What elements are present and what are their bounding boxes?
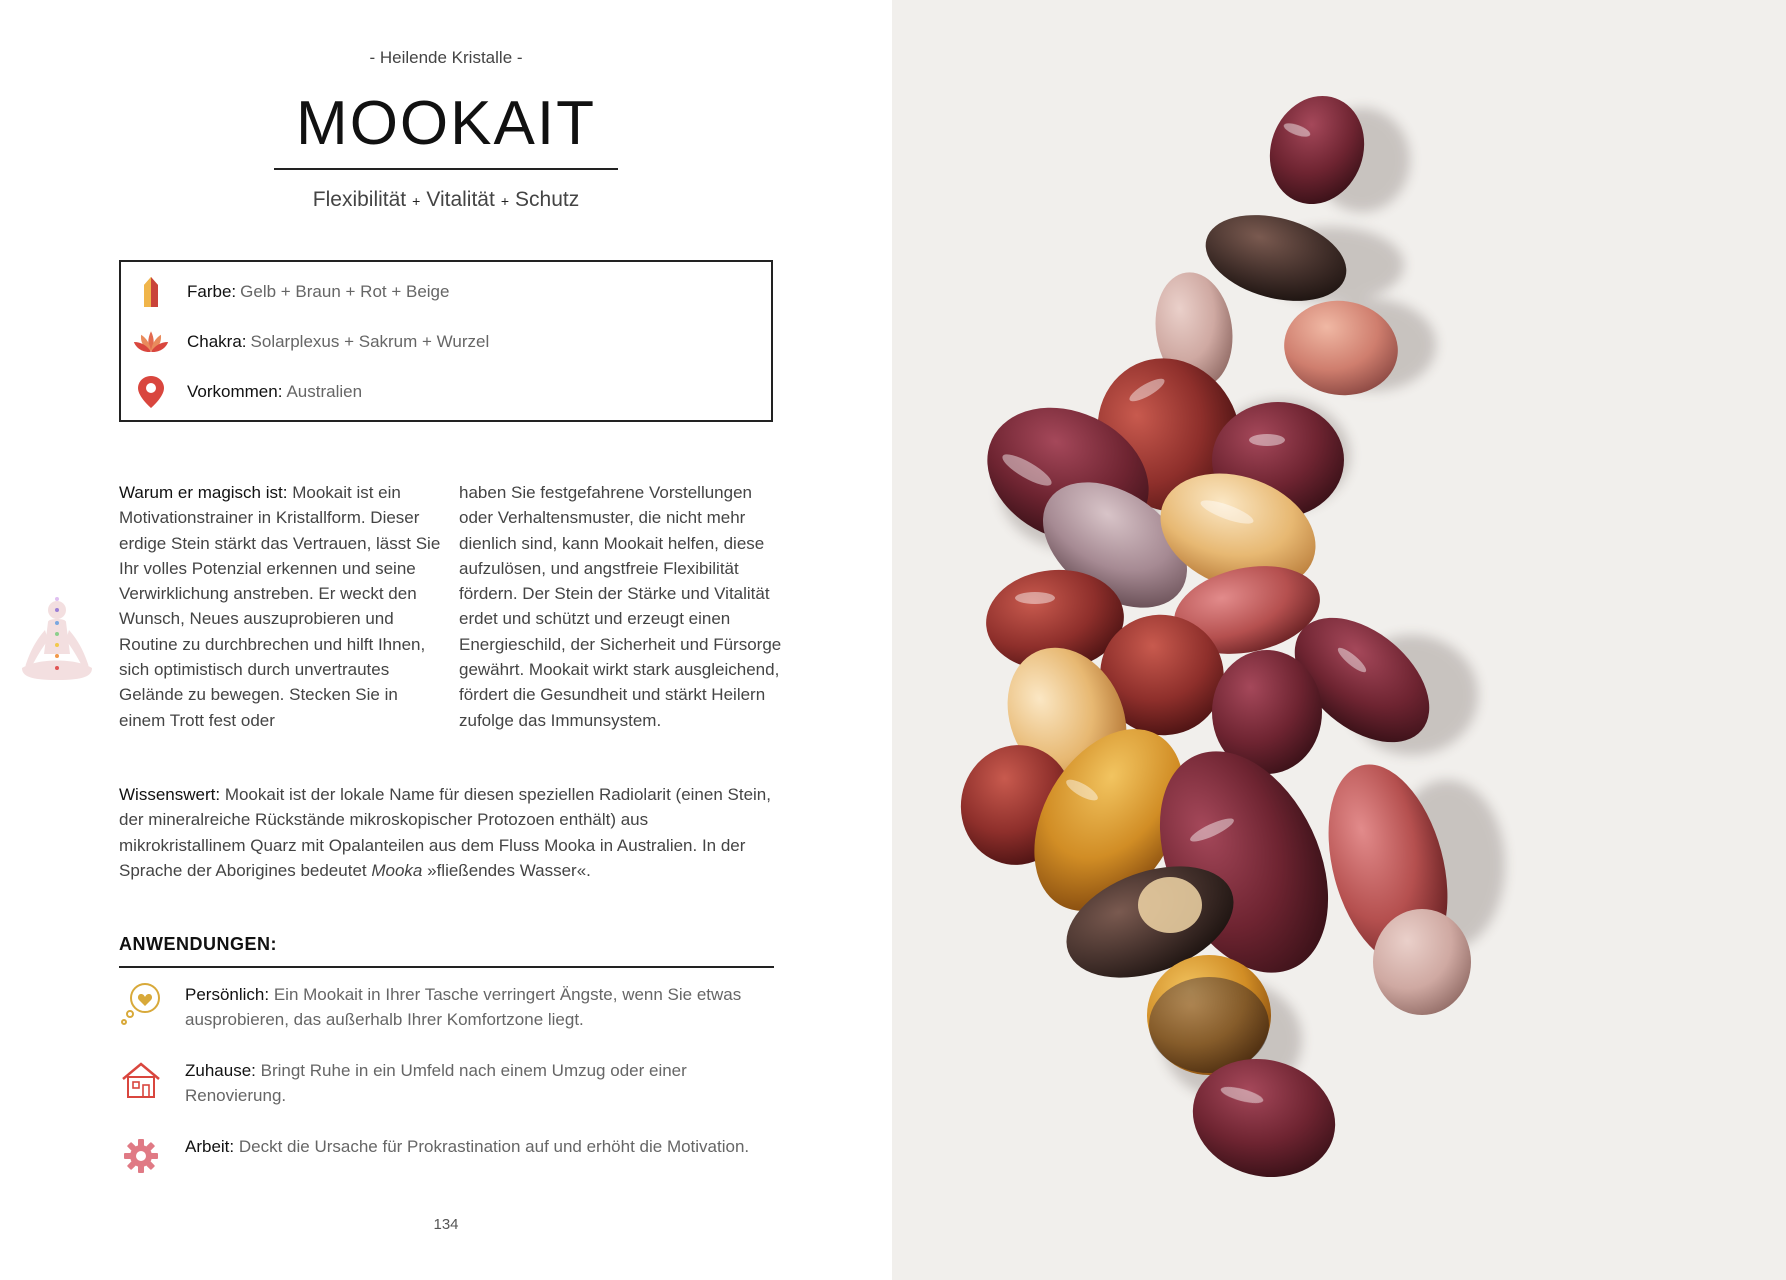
body-column-1 <box>119 480 445 733</box>
use-item-personal <box>119 982 779 1033</box>
page-number: 134 <box>433 1216 459 1233</box>
meditation-chakra-icon <box>18 596 96 686</box>
use-home-text: Bringt Ruhe in ein Umfeld nach einem Umzug oder einer Renovierung. <box>185 1061 687 1106</box>
uses-heading: ANWENDUNGEN: <box>119 934 277 954</box>
trivia-paragraph <box>119 782 779 883</box>
heart-thought-icon <box>119 982 163 1026</box>
use-item-home <box>119 1058 779 1109</box>
body-column-2: haben Sie festgefahrene Vorstellungen oder Verhaltensmuster, die nicht mehr dienlich sind, kann Mookait helfen, diese aufzulösen, und angstfreie Flexibilität fördern. Der Stein der Stärke und Vitalität erdet und schützt und erzeugt einen Energieschild, der Sicherheit und Fürsorge gewährt. Mookait wirkt stark ausgleichend, fördert die Gesundheit und stärkt Heilern zufolge das Immunsystem. <box>459 483 782 730</box>
page-title: MOOKAIT <box>296 89 596 158</box>
qualities <box>0 188 892 212</box>
crystal-icon <box>133 274 169 310</box>
lotus-icon <box>133 324 169 360</box>
use-item-work <box>119 1134 779 1178</box>
quality-3: Schutz <box>515 188 580 211</box>
use-work-text: Deckt die Ursache für Prokrastination auf und erhöht die Motivation. <box>238 1137 750 1156</box>
occurrence-label: Vorkommen: <box>187 382 283 401</box>
occurrence-value: Australien <box>286 382 363 401</box>
title-underline <box>274 168 618 170</box>
use-home-label: Zuhause: <box>185 1061 256 1080</box>
use-personal-text: Ein Mookait in Ihrer Tasche verringert Ängste, wenn Sie etwas ausprobieren, das außerhalb Ihrer Komfortzone liegt. <box>185 985 742 1030</box>
separator: + <box>412 193 421 209</box>
color-label: Farbe: <box>187 282 237 301</box>
info-box <box>119 260 773 422</box>
house-icon <box>119 1058 163 1102</box>
trivia-text: Mookait ist der lokale Name für diesen speziellen Radiolarit (einen Stein, der mineralreiche Rückstände mikroskopischer Protozoen enthält) aus mikrokristallinem Quarz mit Opalanteilen aus dem Fluss Mooka in Australien. In der Sprache der Aborigines bedeutet <box>119 785 771 880</box>
info-row-occurrence <box>133 372 362 412</box>
info-row-color <box>133 272 449 312</box>
left-page <box>0 0 892 1280</box>
use-work-label: Arbeit: <box>185 1137 235 1156</box>
quality-2: Vitalität <box>426 188 495 211</box>
stones-photo <box>892 0 1786 1280</box>
uses-divider <box>119 966 774 968</box>
chakra-label: Chakra: <box>187 332 247 351</box>
separator: + <box>500 193 510 209</box>
use-personal-label: Persönlich: <box>185 985 270 1004</box>
body-lead-label: Warum er magisch ist: <box>119 483 288 502</box>
tumbled-mookait-stones <box>892 0 1786 1280</box>
body-text-1: Mookait ist ein Motivationstrainer in Kristallform. Dieser erdige Stein stärkt das Vertrauen, lässt Sie Ihr volles Potenzial erkennen und seine Verwirklichung anstreben. Er weckt den Wunsch, Neues auszuprobieren und Routine zu durchbrechen und hilft Ihnen, sich optimistisch durch unvertrautes Gelände zu bewegen. Stecken Sie in einem Trott fest oder <box>119 483 441 730</box>
series-title: - Heilende Kristalle - <box>369 48 523 67</box>
quality-1: Flexibilität <box>312 188 407 211</box>
chakra-value: Solarplexus + Sakrum + Wurzel <box>250 332 490 351</box>
location-pin-icon <box>133 374 169 410</box>
info-row-chakra <box>133 322 489 362</box>
trivia-italic: Mooka <box>371 860 423 880</box>
color-value: Gelb + Braun + Rot + Beige <box>240 282 450 301</box>
trivia-text-end: »fließendes Wasser«. <box>427 860 591 880</box>
trivia-label: Wissenswert: <box>119 785 221 804</box>
gear-icon <box>119 1134 163 1178</box>
